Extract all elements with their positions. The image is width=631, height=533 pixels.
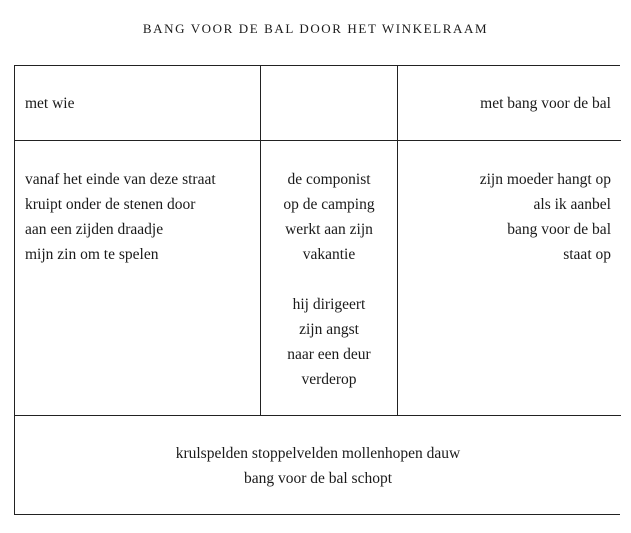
poem-title: BANG VOOR DE BAL DOOR HET WINKELRAAM bbox=[142, 21, 489, 36]
header-cell-right bbox=[399, 91, 611, 116]
stanza-line: vanaf het einde van deze straat bbox=[25, 171, 216, 188]
stanza-line: zijn moeder hangt op bbox=[479, 171, 611, 188]
row-divider-1 bbox=[15, 140, 621, 141]
stanza-line: op de camping bbox=[283, 196, 375, 213]
stanza-line: verderop bbox=[301, 371, 357, 388]
column-divider-2 bbox=[397, 66, 398, 416]
stanza-line: mijn zin om te spelen bbox=[25, 246, 159, 263]
body-cell-middle bbox=[261, 167, 397, 392]
stanza-line: zijn angst bbox=[299, 321, 359, 338]
stanza-line: kruipt onder de stenen door bbox=[25, 196, 196, 213]
footer-line: krulspelden stoppelvelden mollenhopen dauw bbox=[175, 445, 461, 462]
body-cell-left bbox=[25, 167, 257, 267]
stanza-line: aan een zijden draadje bbox=[25, 221, 164, 238]
stanza-break bbox=[261, 267, 397, 292]
header-left-text: met wie bbox=[25, 95, 75, 112]
stanza-line: de componist bbox=[287, 171, 371, 188]
stanza-line: hij dirigeert bbox=[292, 296, 366, 313]
stanza-line: bang voor de bal bbox=[507, 221, 611, 238]
stanza-line: werkt aan zijn bbox=[285, 221, 373, 238]
footer-line: bang voor de bal schopt bbox=[243, 470, 393, 487]
stanza-line: staat op bbox=[563, 246, 611, 263]
stanza-line: als ik aanbel bbox=[533, 196, 611, 213]
footer-cell bbox=[15, 441, 621, 491]
stanza-line: vakantie bbox=[302, 246, 356, 263]
poem-table bbox=[14, 65, 620, 515]
row-divider-2 bbox=[15, 415, 621, 416]
header-right-text: met bang voor de bal bbox=[480, 95, 611, 112]
header-cell-left bbox=[25, 91, 255, 116]
stanza-line: naar een deur bbox=[287, 346, 371, 363]
body-cell-right bbox=[399, 167, 611, 267]
